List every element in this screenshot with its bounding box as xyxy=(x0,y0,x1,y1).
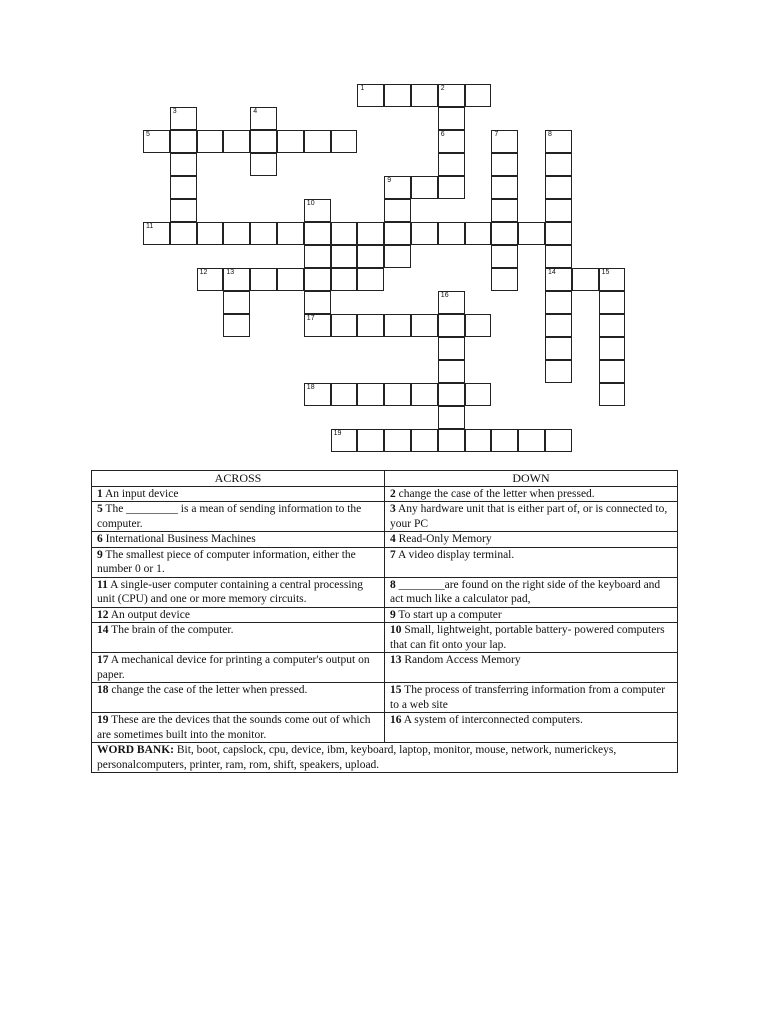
crossword-cell[interactable] xyxy=(384,176,411,199)
clue-number: 5 xyxy=(146,131,150,138)
crossword-cell[interactable] xyxy=(411,314,438,337)
crossword-cell[interactable] xyxy=(411,176,438,199)
crossword-cell[interactable] xyxy=(331,268,358,291)
crossword-cell[interactable] xyxy=(170,130,197,153)
crossword-cell[interactable] xyxy=(357,268,384,291)
crossword-cell[interactable] xyxy=(304,291,331,314)
crossword-cell[interactable] xyxy=(143,130,170,153)
crossword-cell[interactable] xyxy=(545,314,572,337)
across-clue: 1 An input device xyxy=(92,486,385,502)
crossword-cell[interactable] xyxy=(465,383,492,406)
clue-number: 18 xyxy=(306,384,315,391)
down-clue: 7 A video display terminal. xyxy=(385,547,678,577)
crossword-cell[interactable] xyxy=(170,153,197,176)
clue-row xyxy=(92,547,678,577)
down-clue: 10 Small, lightweight, portable battery- powered computers that can fit onto your lap. xyxy=(385,623,678,653)
crossword-cell[interactable] xyxy=(572,268,599,291)
crossword-cell[interactable] xyxy=(518,429,545,452)
crossword-cell[interactable] xyxy=(491,245,518,268)
crossword-cell[interactable] xyxy=(384,222,411,245)
crossword-cell[interactable] xyxy=(357,222,384,245)
crossword-cell[interactable] xyxy=(491,429,518,452)
crossword-cell[interactable] xyxy=(438,429,465,452)
clue-number: 2 xyxy=(440,85,445,92)
clue-number: 19 xyxy=(333,430,342,437)
crossword-cell[interactable] xyxy=(491,222,518,245)
crossword-cell[interactable] xyxy=(545,222,572,245)
crossword-cell[interactable] xyxy=(357,245,384,268)
crossword-cell[interactable] xyxy=(438,291,465,314)
crossword-cell[interactable] xyxy=(545,360,572,383)
crossword-grid xyxy=(0,0,768,460)
down-clue: 9 To start up a computer xyxy=(385,607,678,623)
across-clue: 14 The brain of the computer. xyxy=(92,623,385,653)
down-clue: 15 The process of transferring information from a computer to a web site xyxy=(385,683,678,713)
crossword-cell[interactable] xyxy=(331,222,358,245)
crossword-cell[interactable] xyxy=(491,268,518,291)
crossword-cell[interactable] xyxy=(223,222,250,245)
clue-row xyxy=(92,623,678,653)
crossword-cell[interactable] xyxy=(545,268,572,291)
clue-number: 16 xyxy=(440,292,449,299)
crossword-cell[interactable] xyxy=(304,245,331,268)
crossword-cell[interactable] xyxy=(223,291,250,314)
crossword-cell[interactable] xyxy=(491,130,518,153)
crossword-cell[interactable] xyxy=(438,360,465,383)
clue-row xyxy=(92,532,678,548)
across-clue: 9 The smallest piece of computer information, either the number 0 or 1. xyxy=(92,547,385,577)
across-clue: 11 A single-user computer containing a central processing unit (CPU) and one or more memory circuits. xyxy=(92,577,385,607)
crossword-cell[interactable] xyxy=(599,291,626,314)
across-clue: 6 International Business Machines xyxy=(92,532,385,548)
clue-number: 7 xyxy=(494,131,499,138)
clue-row xyxy=(92,683,678,713)
crossword-cell[interactable] xyxy=(465,84,492,107)
crossword-cell[interactable] xyxy=(545,199,572,222)
crossword-cell[interactable] xyxy=(465,314,492,337)
clue-number: 1 xyxy=(360,85,365,92)
crossword-cell[interactable] xyxy=(465,429,492,452)
down-clue: 4 Read-Only Memory xyxy=(385,532,678,548)
clue-row xyxy=(92,577,678,607)
clue-number: 10 xyxy=(306,200,315,207)
crossword-cell[interactable] xyxy=(304,383,331,406)
crossword-cell[interactable] xyxy=(277,130,304,153)
crossword-cell[interactable] xyxy=(411,222,438,245)
crossword-cell[interactable] xyxy=(304,222,331,245)
clue-number: 8 xyxy=(548,131,552,138)
crossword-cell[interactable] xyxy=(384,84,411,107)
across-clue: 12 An output device xyxy=(92,607,385,623)
crossword-cell[interactable] xyxy=(223,130,250,153)
crossword-cell[interactable] xyxy=(357,84,384,107)
crossword-cell[interactable] xyxy=(250,130,277,153)
crossword-cell[interactable] xyxy=(170,222,197,245)
crossword-cell[interactable] xyxy=(438,222,465,245)
crossword-cell[interactable] xyxy=(545,337,572,360)
crossword-cell[interactable] xyxy=(223,314,250,337)
clue-number: 12 xyxy=(199,269,208,276)
crossword-cell[interactable] xyxy=(277,268,304,291)
crossword-cell[interactable] xyxy=(438,406,465,429)
crossword-cell[interactable] xyxy=(438,176,465,199)
down-clue: 2 change the case of the letter when pressed. xyxy=(385,486,678,502)
clue-number: 9 xyxy=(387,177,392,184)
crossword-cell[interactable] xyxy=(411,429,438,452)
crossword-cell[interactable] xyxy=(599,314,626,337)
across-clue: 18 change the case of the letter when pressed. xyxy=(92,683,385,713)
crossword-cell[interactable] xyxy=(384,245,411,268)
crossword-cell[interactable] xyxy=(304,314,331,337)
crossword-cell[interactable] xyxy=(438,153,465,176)
crossword-cell[interactable] xyxy=(357,314,384,337)
crossword-cell[interactable] xyxy=(304,199,331,222)
crossword-cell[interactable] xyxy=(599,268,626,291)
clue-number: 14 xyxy=(548,269,556,276)
crossword-cell[interactable] xyxy=(438,337,465,360)
crossword-cell[interactable] xyxy=(250,153,277,176)
down-clue: 16 A system of interconnected computers. xyxy=(385,713,678,743)
crossword-cell[interactable] xyxy=(599,337,626,360)
crossword-cell[interactable] xyxy=(545,291,572,314)
crossword-cell[interactable] xyxy=(331,429,358,452)
crossword-cell[interactable] xyxy=(438,84,465,107)
across-clue: 17 A mechanical device for printing a computer's output on paper. xyxy=(92,653,385,683)
crossword-cell[interactable] xyxy=(465,222,492,245)
crossword-cell[interactable] xyxy=(277,222,304,245)
clue-number: 15 xyxy=(601,269,610,276)
down-clue: 13 Random Access Memory xyxy=(385,653,678,683)
crossword-cell[interactable] xyxy=(438,314,465,337)
crossword-cell[interactable] xyxy=(170,107,197,130)
word-bank-row xyxy=(92,743,678,773)
crossword-cell[interactable] xyxy=(384,383,411,406)
crossword-cell[interactable] xyxy=(170,176,197,199)
crossword-cell[interactable] xyxy=(197,222,224,245)
crossword-cell[interactable] xyxy=(411,383,438,406)
clue-row xyxy=(92,486,678,502)
crossword-cell[interactable] xyxy=(304,130,331,153)
clues-table xyxy=(91,470,678,773)
crossword-cell[interactable] xyxy=(545,245,572,268)
crossword-cell[interactable] xyxy=(491,176,518,199)
clue-row xyxy=(92,502,678,532)
clue-row xyxy=(92,713,678,743)
crossword-cell[interactable] xyxy=(545,153,572,176)
clue-number: 6 xyxy=(440,131,445,138)
crossword-cell[interactable] xyxy=(304,268,331,291)
crossword-cell[interactable] xyxy=(438,107,465,130)
clue-row xyxy=(92,653,678,683)
crossword-cell[interactable] xyxy=(331,383,358,406)
clue-number: 13 xyxy=(226,269,235,276)
clue-number: 3 xyxy=(172,108,177,115)
crossword-cell[interactable] xyxy=(384,314,411,337)
crossword-cell[interactable] xyxy=(384,199,411,222)
crossword-cell[interactable] xyxy=(143,222,170,245)
down-clue: 8 ________are found on the right side of the keyboard and act much like a calculator pad, xyxy=(385,577,678,607)
crossword-cell[interactable] xyxy=(170,199,197,222)
crossword-cell[interactable] xyxy=(518,222,545,245)
crossword-cell[interactable] xyxy=(438,130,465,153)
crossword-cell[interactable] xyxy=(599,360,626,383)
crossword-cell[interactable] xyxy=(197,130,224,153)
across-header: ACROSS xyxy=(92,471,385,487)
crossword-cell[interactable] xyxy=(223,268,250,291)
crossword-cell[interactable] xyxy=(357,383,384,406)
crossword-cell[interactable] xyxy=(197,268,224,291)
crossword-cell[interactable] xyxy=(331,130,358,153)
crossword-cell[interactable] xyxy=(545,429,572,452)
crossword-cell[interactable] xyxy=(250,107,277,130)
clue-number: 4 xyxy=(253,108,258,115)
down-header: DOWN xyxy=(385,471,678,487)
across-clue: 19 These are the devices that the sounds come out of which are sometimes built into the monitor. xyxy=(92,713,385,743)
clue-row xyxy=(92,607,678,623)
crossword-cell[interactable] xyxy=(384,429,411,452)
crossword-cell[interactable] xyxy=(491,199,518,222)
clue-number: 17 xyxy=(306,315,315,322)
crossword-cell[interactable] xyxy=(357,429,384,452)
crossword-cell[interactable] xyxy=(599,383,626,406)
across-clue: 5 The _________ is a mean of sending information to the computer. xyxy=(92,502,385,532)
crossword-cell[interactable] xyxy=(411,84,438,107)
crossword-cell[interactable] xyxy=(545,176,572,199)
clue-number: 11 xyxy=(146,223,154,230)
crossword-cell[interactable] xyxy=(331,314,358,337)
crossword-cell[interactable] xyxy=(250,268,277,291)
down-clue: 3 Any hardware unit that is either part of, or is connected to, your PC xyxy=(385,502,678,532)
crossword-cell[interactable] xyxy=(250,222,277,245)
crossword-cell[interactable] xyxy=(438,383,465,406)
word-bank: WORD BANK: Bit, boot, capslock, cpu, device, ibm, keyboard, laptop, monitor, mouse, network, numerickeys, personalcomputers, printer, ram, rom, shift, speakers, upload. xyxy=(92,743,678,773)
crossword-cell[interactable] xyxy=(545,130,572,153)
crossword-cell[interactable] xyxy=(491,153,518,176)
crossword-cell[interactable] xyxy=(331,245,358,268)
